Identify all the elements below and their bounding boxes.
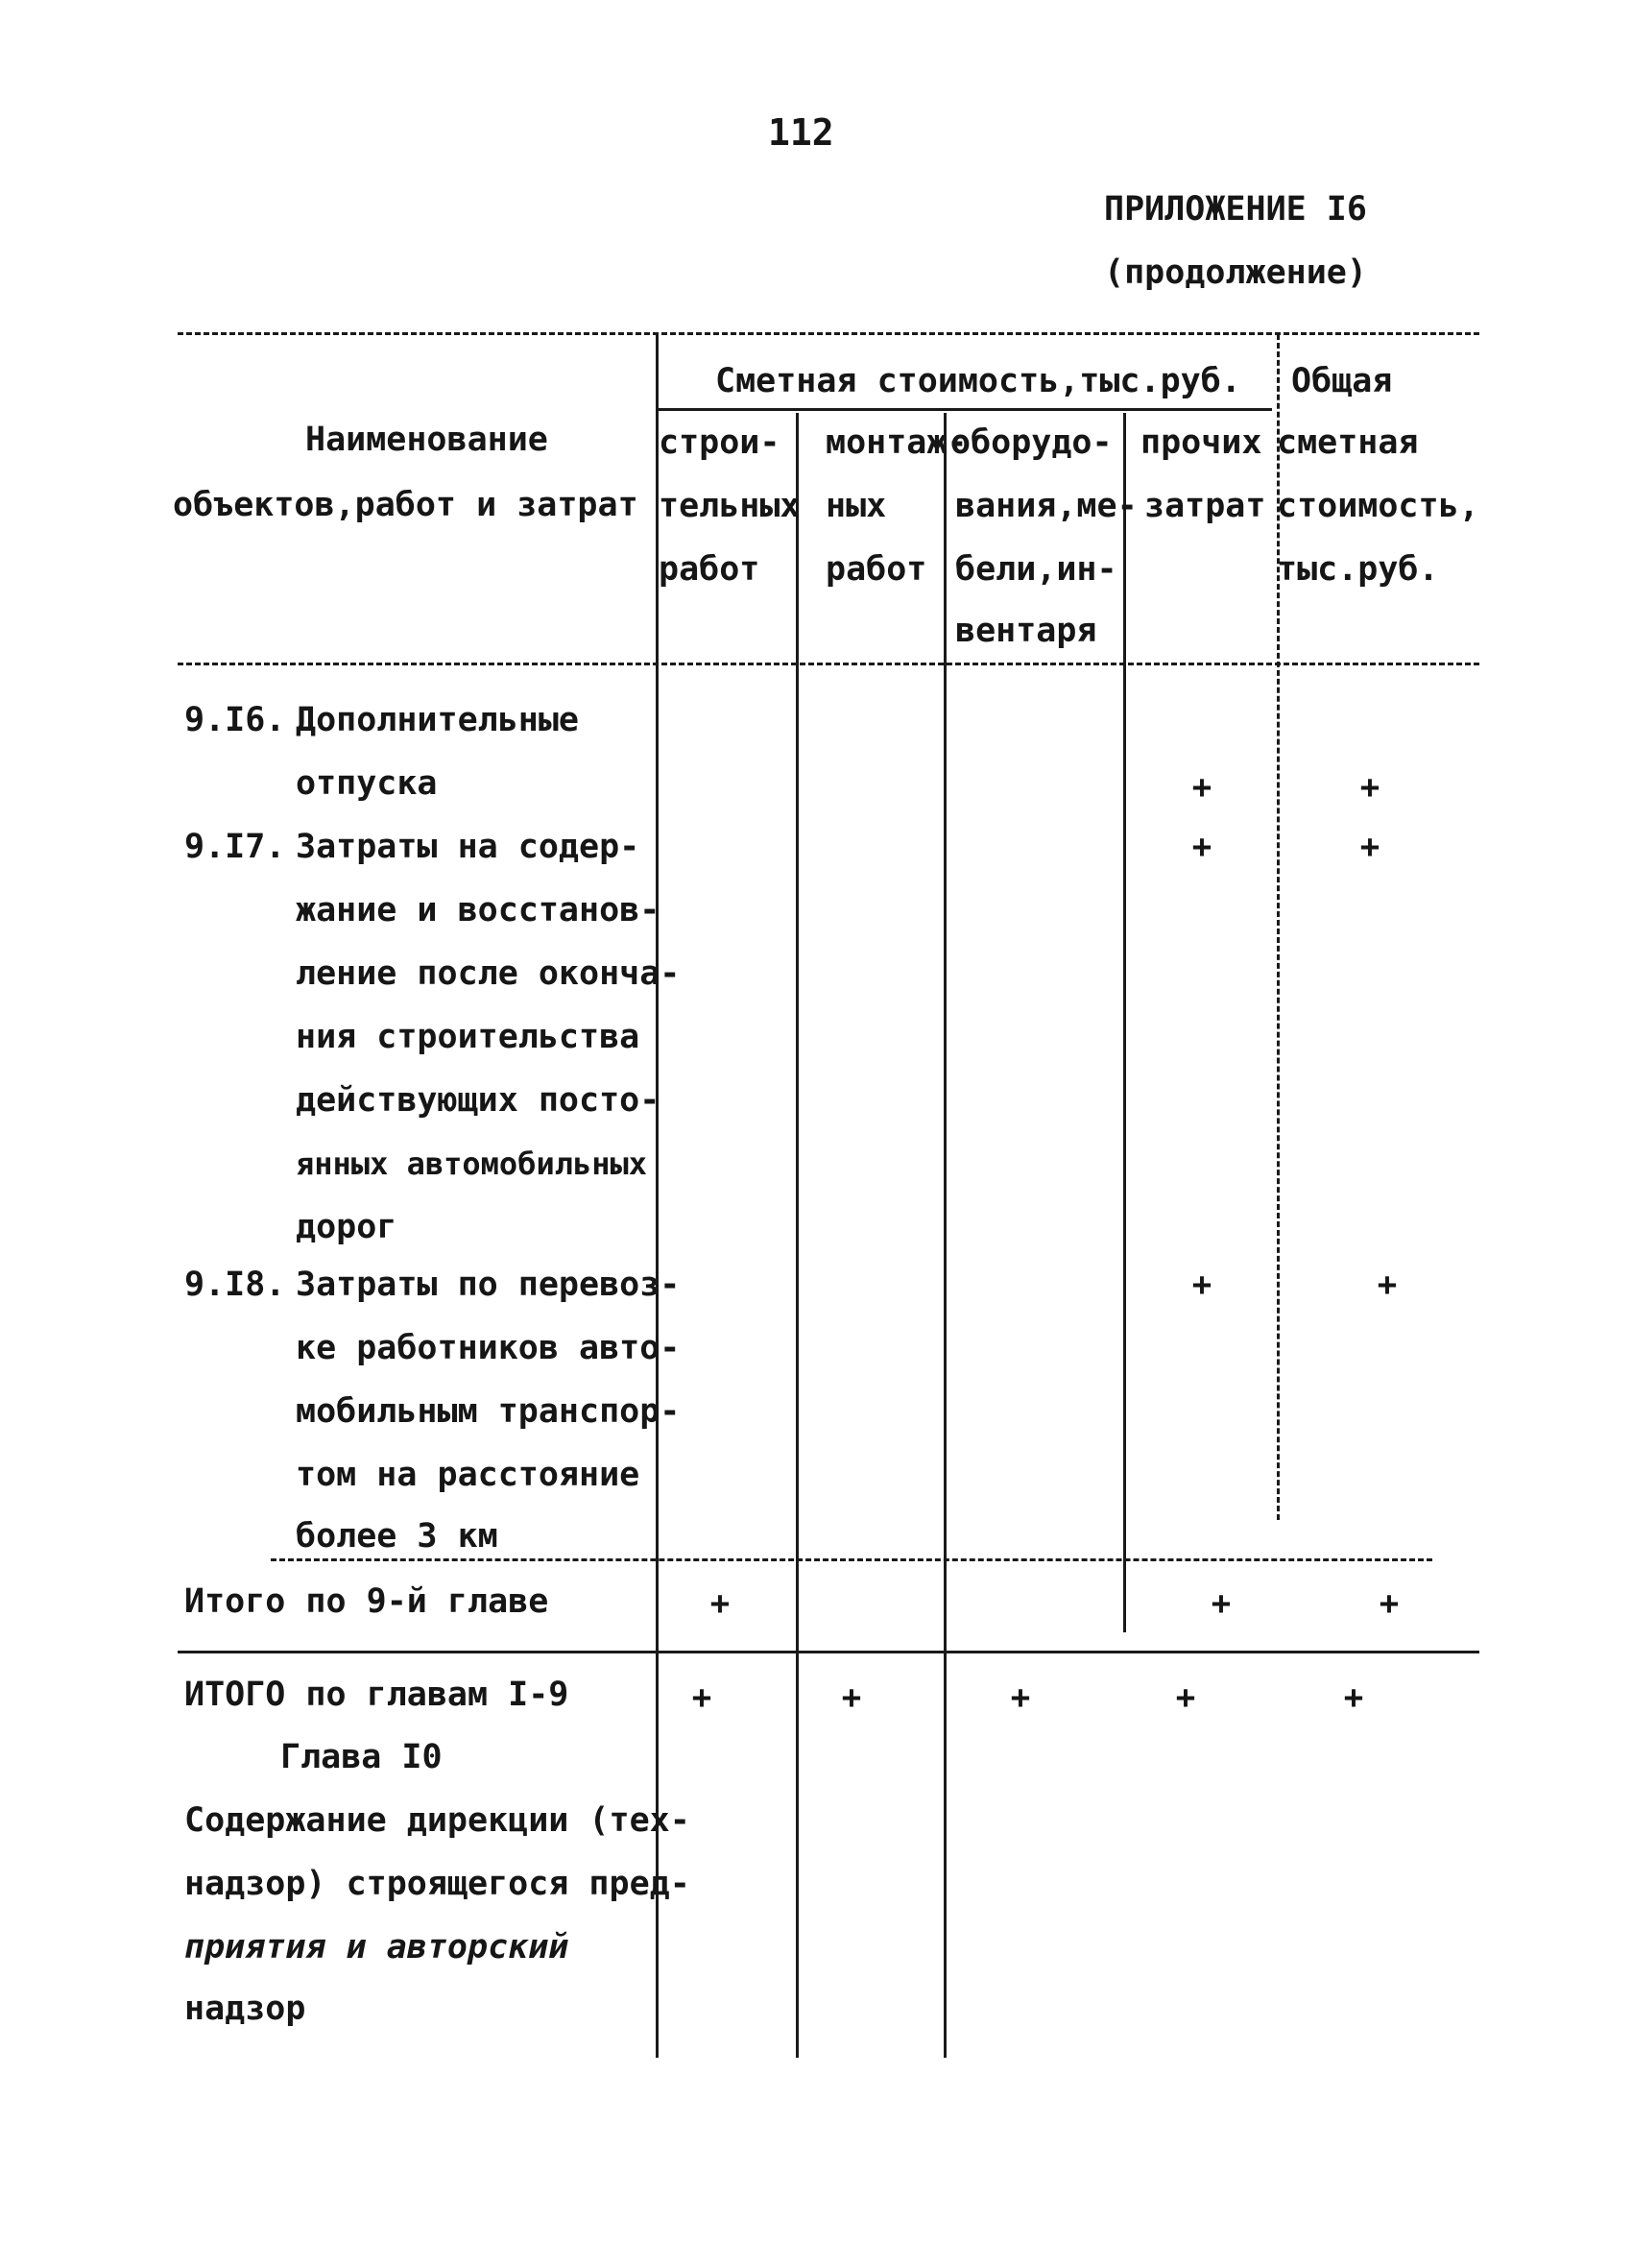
total-mark-installation: + bbox=[841, 1678, 862, 1717]
chapter-line-4: надзор bbox=[184, 1990, 306, 2028]
header-total-line-4: тыс.руб. bbox=[1277, 550, 1439, 589]
col-divider-1 bbox=[656, 334, 659, 2058]
row-918-line-4: том на расстояние bbox=[296, 1456, 640, 1494]
row-917-line-3: ление после оконча- bbox=[296, 954, 681, 993]
row-918-mark-other: + bbox=[1191, 1266, 1212, 1304]
header-col-equipment-line-4: вентаря bbox=[955, 612, 1097, 650]
row-917-line-2: жание и восстанов- bbox=[296, 891, 660, 929]
row-918-line-2: ке работников авто- bbox=[296, 1329, 681, 1367]
header-total-line-3: стоимость, bbox=[1277, 487, 1479, 525]
header-col-construction-line-2: тельных bbox=[659, 487, 801, 525]
subtotal-mark-total: + bbox=[1379, 1584, 1400, 1623]
subtotal-label: Итого по 9-й главе bbox=[184, 1582, 549, 1621]
chapter-line-1: Содержание дирекции (тех- bbox=[184, 1801, 690, 1840]
row-918-line-3: мобильным транспор- bbox=[296, 1392, 681, 1431]
row-917-line-4: ния строительства bbox=[296, 1018, 640, 1056]
header-bottom-border bbox=[178, 663, 1479, 665]
row-916-line-1: Дополнительные bbox=[296, 701, 580, 739]
row-918-line-1: Затраты по перевоз- bbox=[296, 1266, 681, 1304]
subtotal-top-border bbox=[271, 1558, 1432, 1561]
header-group-label: Сметная стоимость,тыс.руб. bbox=[715, 362, 1241, 400]
subtotal-mark-other: + bbox=[1211, 1584, 1232, 1623]
header-col-equipment-line-1: оборудо- bbox=[950, 423, 1113, 462]
total-mark-construction: + bbox=[691, 1678, 712, 1717]
header-total-line-1: Общая bbox=[1291, 362, 1393, 400]
row-918-number: 9.I8. bbox=[184, 1266, 286, 1304]
chapter-line-2: надзор) строящегося пред- bbox=[184, 1865, 690, 1903]
header-col-equipment-line-2: вания,ме- bbox=[955, 487, 1138, 525]
header-col-installation-line-3: работ bbox=[826, 550, 927, 589]
header-name-line-2: объектов,работ и затрат bbox=[173, 486, 638, 524]
row-916-number: 9.I6. bbox=[184, 701, 286, 739]
row-918-mark-total: + bbox=[1377, 1266, 1398, 1304]
header-col-other-line-2: затрат bbox=[1144, 487, 1266, 525]
appendix-title: ПРИЛОЖЕНИЕ I6 bbox=[1104, 190, 1367, 229]
header-col-construction-line-3: работ bbox=[659, 550, 760, 589]
header-col-other-line-1: прочих bbox=[1140, 423, 1262, 462]
total-top-border bbox=[178, 1651, 1479, 1653]
row-917-number: 9.I7. bbox=[184, 828, 286, 866]
table-top-border bbox=[178, 332, 1479, 335]
row-916-mark-total: + bbox=[1359, 768, 1380, 807]
row-917-mark-other: + bbox=[1191, 828, 1212, 866]
chapter-heading: Глава I0 bbox=[280, 1738, 443, 1776]
chapter-line-3: приятия и авторский bbox=[184, 1928, 569, 1966]
col-divider-2 bbox=[796, 413, 799, 2058]
row-916-mark-other: + bbox=[1191, 768, 1212, 807]
row-918-line-5: более 3 км bbox=[296, 1517, 498, 1556]
subtotal-mark-construction: + bbox=[709, 1584, 731, 1623]
total-mark-total: + bbox=[1343, 1678, 1364, 1717]
total-label: ИТОГО по главам I-9 bbox=[184, 1676, 569, 1714]
header-name-line-1: Наименование bbox=[305, 421, 548, 459]
page-number: 112 bbox=[768, 111, 834, 154]
row-916-line-2: отпуска bbox=[296, 764, 438, 803]
group-underline bbox=[658, 408, 1272, 411]
row-917-line-5: действующих посто- bbox=[296, 1081, 660, 1120]
total-mark-other: + bbox=[1175, 1678, 1196, 1717]
appendix-subtitle: (продолжение) bbox=[1104, 253, 1367, 292]
col-divider-3 bbox=[944, 413, 947, 2058]
header-col-installation-line-1: монтаж- bbox=[826, 423, 968, 462]
header-col-installation-line-2: ных bbox=[826, 487, 887, 525]
header-col-construction-line-1: строи- bbox=[659, 423, 780, 462]
row-917-mark-total: + bbox=[1359, 828, 1380, 866]
row-917-line-1: Затраты на содер- bbox=[296, 828, 640, 866]
col-divider-4 bbox=[1123, 413, 1126, 1632]
row-917-line-7: дорог bbox=[296, 1208, 397, 1246]
row-917-line-6: янных автомобильных bbox=[296, 1146, 648, 1182]
total-mark-equipment: + bbox=[1010, 1678, 1031, 1717]
header-col-equipment-line-3: бели,ин- bbox=[955, 550, 1117, 589]
header-total-line-2: сметная bbox=[1277, 423, 1419, 462]
